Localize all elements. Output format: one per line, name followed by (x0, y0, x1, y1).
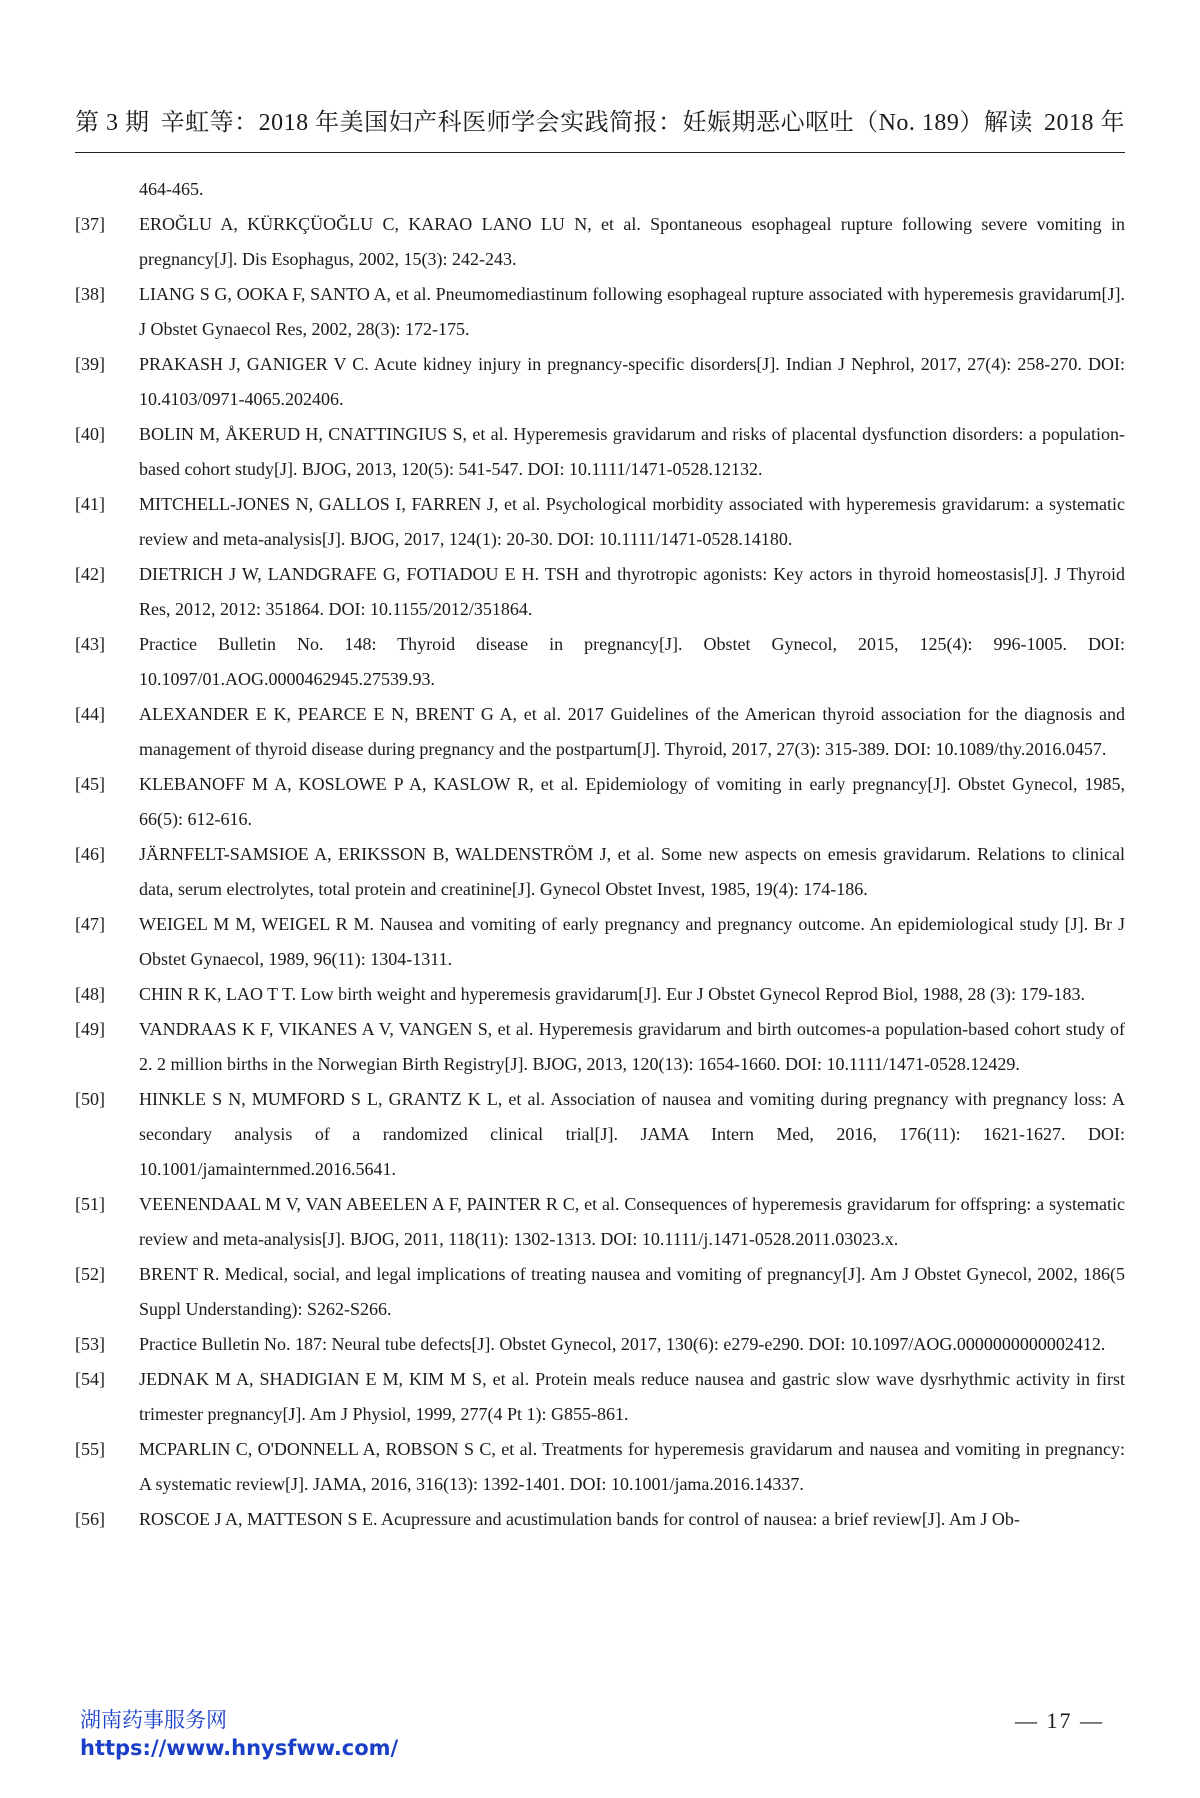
reference-text: CHIN R K, LAO T T. Low birth weight and hyperemesis gravidarum[J]. Eur J Obstet Gynecol Reprod Biol, 1988, 28 (3): 179-183. (139, 984, 1086, 1004)
reference-item (75, 1082, 1125, 1187)
reference-number: [41] (75, 494, 105, 514)
reference-number: [43] (75, 634, 105, 654)
reference-text: WEIGEL M M, WEIGEL R M. Nausea and vomiting of early pregnancy and pregnancy outcome. An epidemiological study [J]. Br J Obstet Gynaecol, 1989, 96(11): 1304-1311. (139, 914, 1125, 969)
watermark-url[interactable]: https://www.hnysfww.com/ (80, 1736, 399, 1760)
reference-item (75, 1362, 1125, 1432)
reference-item (75, 697, 1125, 767)
reference-item (75, 557, 1125, 627)
reference-number: [53] (75, 1334, 105, 1354)
reference-item (75, 417, 1125, 487)
reference-item (75, 347, 1125, 417)
reference-text: BOLIN M, ÅKERUD H, CNATTINGIUS S, et al. Hyperemesis gravidarum and risks of placental dysfunction disorders: a population-based cohort study[J]. BJOG, 2013, 120(5): 541-547. DOI: 10.1111/1471-0528.12132. (139, 424, 1125, 479)
reference-text: EROĞLU A, KÜRKÇÜOĞLU C, KARAO LANO LU N, et al. Spontaneous esophageal rupture following severe vomiting in pregnancy[J]. Dis Esophagus, 2002, 15(3): 242-243. (139, 214, 1125, 269)
reference-text: ROSCOE J A, MATTESON S E. Acupressure and acustimulation bands for control of nausea: a brief review[J]. Am J Ob- (139, 1509, 1020, 1529)
reference-text: KLEBANOFF M A, KOSLOWE P A, KASLOW R, et al. Epidemiology of vomiting in early pregnancy[J]. Obstet Gynecol, 1985, 66(5): 612-616. (139, 774, 1125, 829)
reference-number: [47] (75, 914, 105, 934)
running-header (75, 108, 1125, 153)
reference-number: [45] (75, 774, 105, 794)
reference-item (75, 487, 1125, 557)
watermark-site-name: 湖南药事服务网 (80, 1708, 227, 1732)
reference-item (75, 1187, 1125, 1257)
reference-number: [54] (75, 1369, 105, 1389)
reference-item (75, 837, 1125, 907)
reference-continuation: 464-465. (139, 179, 204, 199)
reference-item (75, 1257, 1125, 1327)
reference-text: MITCHELL-JONES N, GALLOS I, FARREN J, et al. Psychological morbidity associated with hyperemesis gravidarum: a systematic review and meta-analysis[J]. BJOG, 2017, 124(1): 20-30. DOI: 10.1111/1471-0528.14180. (139, 494, 1125, 549)
reference-number: [46] (75, 844, 105, 864)
reference-text: LIANG S G, OOKA F, SANTO A, et al. Pneumomediastinum following esophageal rupture associated with hyperemesis gravidarum[J]. J Obstet Gynaecol Res, 2002, 28(3): 172-175. (139, 284, 1125, 339)
reference-number: [55] (75, 1439, 105, 1459)
issue-number: 第 3 期 (75, 110, 150, 136)
reference-number: [49] (75, 1019, 105, 1039)
reference-text: ALEXANDER E K, PEARCE E N, BRENT G A, et al. 2017 Guidelines of the American thyroid association for the diagnosis and management of thyroid disease during pregnancy and the postpartum[J]. Thyroid, 2017, 27(3): 315-389. DOI: 10.1089/thy.2016.0457. (139, 704, 1125, 759)
reference-number: [50] (75, 1089, 105, 1109)
reference-text: Practice Bulletin No. 148: Thyroid disease in pregnancy[J]. Obstet Gynecol, 2015, 125(4): 996-1005. DOI: 10.1097/01.AOG.0000462945.27539.93. (139, 634, 1125, 689)
reference-number: [39] (75, 354, 105, 374)
reference-text: MCPARLIN C, O'DONNELL A, ROBSON S C, et al. Treatments for hyperemesis gravidarum and nausea and vomiting in pregnancy: A systematic review[J]. JAMA, 2016, 316(13): 1392-1401. DOI: 10.1001/jama.2016.14337. (139, 1439, 1125, 1494)
reference-list (75, 172, 1125, 1537)
reference-item (75, 1327, 1125, 1362)
reference-item (75, 767, 1125, 837)
reference-item (75, 277, 1125, 347)
reference-number: [52] (75, 1264, 105, 1284)
reference-number: [42] (75, 564, 105, 584)
reference-item (75, 207, 1125, 277)
reference-item (75, 627, 1125, 697)
publication-year: 2018 年 (1044, 110, 1125, 136)
reference-item (75, 1502, 1125, 1537)
reference-text: JÄRNFELT-SAMSIOE A, ERIKSSON B, WALDENSTRÖM J, et al. Some new aspects on emesis gravidarum. Relations to clinical data, serum electrolytes, total protein and creatinine[J]. Gynecol Obstet Invest, 1985, 19(4): 174-186. (139, 844, 1125, 899)
reference-item (75, 1432, 1125, 1502)
reference-item (75, 1012, 1125, 1082)
reference-number: [56] (75, 1509, 105, 1529)
reference-item (75, 977, 1125, 1012)
reference-number: [38] (75, 284, 105, 304)
reference-text: VEENENDAAL M V, VAN ABEELEN A F, PAINTER R C, et al. Consequences of hyperemesis gravidarum for offspring: a systematic review and meta-analysis[J]. BJOG, 2011, 118(11): 1302-1313. DOI: 10.1111/j.1471-0528.2011.03023.x. (139, 1194, 1125, 1249)
reference-text: PRAKASH J, GANIGER V C. Acute kidney injury in pregnancy-specific disorders[J]. Indian J Nephrol, 2017, 27(4): 258-270. DOI: 10.4103/0971-4065.202406. (139, 354, 1125, 409)
reference-items (75, 207, 1125, 1537)
reference-text: HINKLE S N, MUMFORD S L, GRANTZ K L, et al. Association of nausea and vomiting during pregnancy with pregnancy loss: A secondary analysis of a randomized clinical trial[J]. JAMA Intern Med, 2016, 176(11): 1621-1627. DOI: 10.1001/jamainternmed.2016.5641. (139, 1089, 1125, 1179)
reference-number: [44] (75, 704, 105, 724)
reference-number: [40] (75, 424, 105, 444)
page-number: — 17 — (1015, 1708, 1104, 1733)
article-title: 辛虹等：2018 年美国妇产科医师学会实践简报：妊娠期恶心呕吐（No. 189）解读 (160, 110, 1033, 136)
reference-text: BRENT R. Medical, social, and legal implications of treating nausea and vomiting of pregnancy[J]. Am J Obstet Gynecol, 2002, 186(5 Suppl Understanding): S262-S266. (139, 1264, 1125, 1319)
reference-number: [51] (75, 1194, 105, 1214)
reference-text: Practice Bulletin No. 187: Neural tube defects[J]. Obstet Gynecol, 2017, 130(6): e279-e290. DOI: 10.1097/AOG.0000000000002412. (139, 1334, 1106, 1354)
reference-item (75, 907, 1125, 977)
reference-text: VANDRAAS K F, VIKANES A V, VANGEN S, et al. Hyperemesis gravidarum and birth outcomes-a population-based cohort study of 2. 2 million births in the Norwegian Birth Registry[J]. BJOG, 2013, 120(13): 1654-1660. DOI: 10.1111/1471-0528.12429. (139, 1019, 1125, 1074)
reference-number: [37] (75, 214, 105, 234)
reference-text: JEDNAK M A, SHADIGIAN E M, KIM M S, et al. Protein meals reduce nausea and gastric slow wave dysrhythmic activity in first trimester pregnancy[J]. Am J Physiol, 1999, 277(4 Pt 1): G855-861. (139, 1369, 1125, 1424)
reference-text: DIETRICH J W, LANDGRAFE G, FOTIADOU E H. TSH and thyrotropic agonists: Key actors in thyroid homeostasis[J]. J Thyroid Res, 2012, 2012: 351864. DOI: 10.1155/2012/351864. (139, 564, 1125, 619)
reference-number: [48] (75, 984, 105, 1004)
watermark (80, 1706, 398, 1762)
